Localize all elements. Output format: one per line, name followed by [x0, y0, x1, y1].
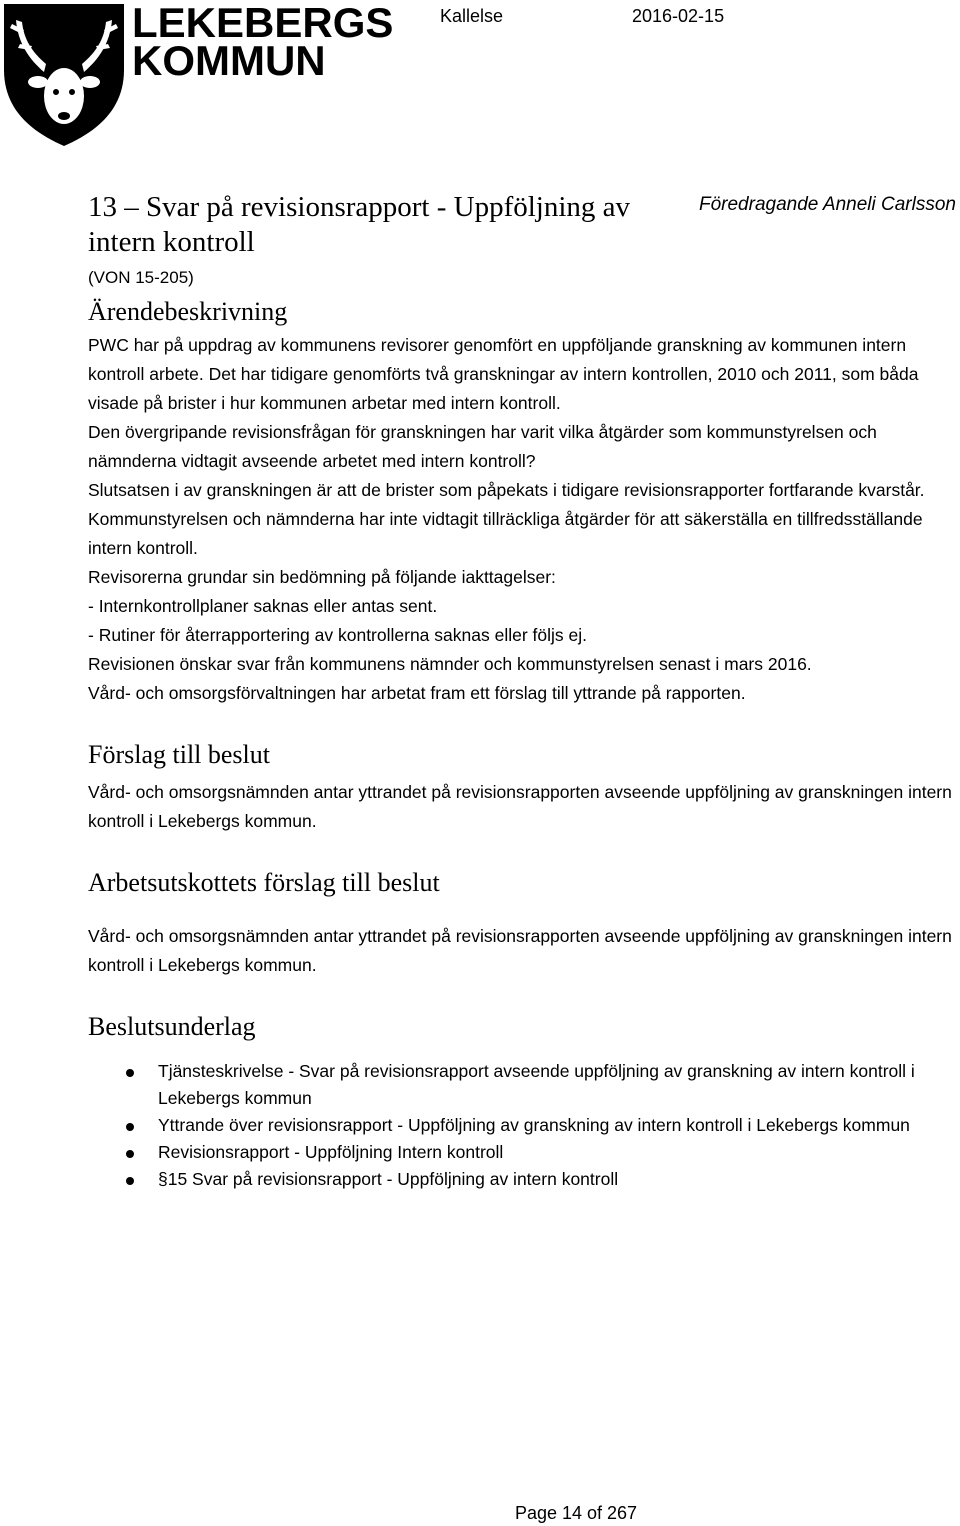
paragraph: Vård- och omsorgsförvaltningen har arbetat fram ett förslag till yttrande på rapporten.: [88, 683, 746, 703]
municipality-logo: [0, 0, 394, 150]
section-heading: Ärendebeskrivning: [88, 297, 288, 326]
paragraph: PWC har på uppdrag av kommunens revisorer genomfört en uppföljande granskning av kommunen intern kontroll arbete. Det har tidigare genomförts två granskningar av intern kontrollen, 2010 och 2011, som båda visade på brister i hur kommunen arbetar med intern kontroll.: [88, 335, 919, 413]
case-number: (VON 15-205): [88, 268, 194, 287]
bullet-icon: [126, 1069, 134, 1077]
paragraph: Vård- och omsorgsnämnden antar yttrandet på revisionsrapporten avseende uppföljning av granskningen intern kontroll i Lekebergs kommun.: [88, 782, 952, 831]
list-item-text: §15 Svar på revisionsrapport - Uppföljning av intern kontroll: [158, 1169, 619, 1189]
section-forslag: [88, 738, 952, 836]
paragraph: Slutsatsen i av granskningen är att de brister som påpekats i tidigare revisionsrapporter fortfarande kvarstår. Kommunstyrelsen och nämnderna har inte vidtagit tillräckliga åtgärder för att säkerställa en tillfredsställande intern kontroll.: [88, 480, 925, 558]
list-item-text: Tjänsteskrivelse - Svar på revisionsrapport avseende uppföljning av granskning av intern kontroll i Lekebergs kommun: [158, 1061, 915, 1108]
section-heading: Beslutsunderlag: [88, 1012, 256, 1041]
item-title: 13 – Svar på revisionsrapport - Uppföljning av intern kontroll: [88, 191, 631, 258]
paragraph: Den övergripande revisionsfrågan för granskningen har varit vilka åtgärder som kommunstyrelsen och nämnderna vidtagit avseende arbetet med intern kontroll?: [88, 422, 877, 471]
list-item: [88, 1139, 952, 1166]
document-date: 2016-02-15: [632, 6, 725, 26]
section-au-forslag: [88, 866, 952, 980]
paragraph: Revisionen önskar svar från kommunens nämnder och kommunstyrelsen senast i mars 2016.: [88, 654, 812, 674]
bullet-icon: [126, 1123, 134, 1131]
coat-of-arms-icon: [0, 0, 128, 148]
org-name-line2: KOMMUN: [132, 37, 326, 84]
list-item: [88, 1112, 952, 1139]
section-arendebeskrivning: [88, 295, 952, 708]
list-item-text: Yttrande över revisionsrapport - Uppföljning av granskning av intern kontroll i Lekebergs kommun: [158, 1115, 910, 1135]
page-number: Page 14 of 267: [514, 1503, 638, 1523]
presenter: Föredragande Anneli Carlsson: [698, 194, 956, 215]
list-item: [88, 1058, 952, 1112]
paragraph: Revisorerna grundar sin bedömning på följande iakttagelser:: [88, 567, 556, 587]
section-beslutsunderlag: [88, 1010, 952, 1193]
bullet-icon: [126, 1177, 134, 1185]
paragraph: - Internkontrollplaner saknas eller antas sent.: [88, 596, 438, 616]
document-type: Kallelse: [440, 6, 504, 26]
org-name-line1: LEKEBERGS: [132, 0, 394, 46]
paragraph: - Rutiner för återrapportering av kontrollerna saknas eller följs ej.: [88, 625, 587, 645]
section-heading: Förslag till beslut: [88, 740, 270, 769]
bullet-icon: [126, 1150, 134, 1158]
paragraph: Vård- och omsorgsnämnden antar yttrandet på revisionsrapporten avseende uppföljning av granskningen intern kontroll i Lekebergs kommun.: [88, 926, 952, 975]
section-heading: Arbetsutskottets förslag till beslut: [88, 868, 440, 897]
main-content: [88, 295, 952, 1193]
list-item: [88, 1166, 952, 1193]
attachment-list: [88, 1058, 952, 1193]
list-item-text: Revisionsrapport - Uppföljning Intern kontroll: [158, 1142, 504, 1162]
